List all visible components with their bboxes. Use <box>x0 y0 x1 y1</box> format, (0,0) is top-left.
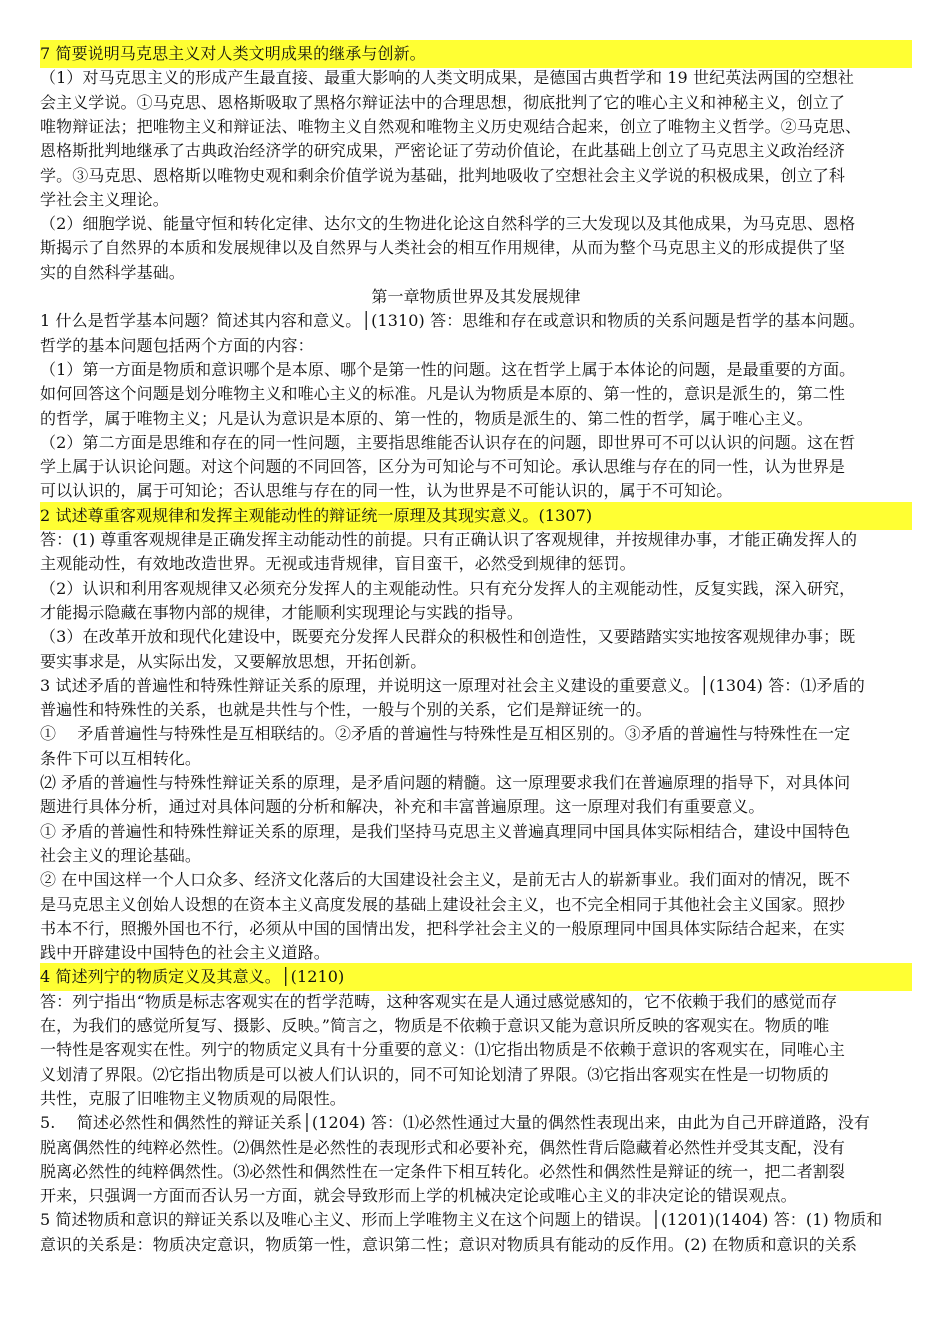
text-line: 3 试述矛盾的普遍性和特殊性辩证关系的原理，并说明这一原理对社会主义建设的重要意义。│(1304) 答：⑴矛盾的 <box>40 675 865 695</box>
text-line: （1）对马克思主义的形成产生最直接、最重大影响的人类文明成果，是德国古典哲学和 19 世纪英法两国的空想社 <box>40 68 855 88</box>
text-line: 开来，只强调一方面而否认另一方面，就会导致形而上学的机械决定论或唯心主义的非决定论的错误观点。 <box>40 1186 797 1206</box>
text-line: 共性，克服了旧唯物主义物质观的局限性。 <box>40 1088 346 1108</box>
text-line: （2）细胞学说、能量守恒和转化定律、达尔文的生物进化论这自然科学的三大发现以及其他成果，为马克思、恩格 <box>40 214 856 234</box>
text-line: 意识的关系是：物质决定意识，物质第一性，意识第二性；意识对物质具有能动的反作用。(2) 在物质和意识的关系 <box>40 1234 858 1254</box>
text-line: ① 矛盾的普遍性和特殊性辩证关系的原理，是我们坚持马克思主义普遍真理同中国具体实际相结合，建设中国特色 <box>40 821 851 841</box>
text-line: 可以认识的，属于可知论；否认思维与存在的同一性，认为世界是不可能认识的，属于不可知论。 <box>40 481 733 501</box>
text-line: 要实事求是，从实际出发，又要解放思想，开拓创新。 <box>40 651 427 671</box>
text-line: 是马克思主义创始人设想的在资本主义高度发展的基础上建设社会主义，也不完全相同于其他社会主义国家。照抄 <box>40 894 846 914</box>
text-line: ② 在中国这样一个人口众多、经济文化落后的大国建设社会主义，是前无古人的崭新事业。我们面对的情况，既不 <box>40 870 851 890</box>
text-line: 斯揭示了自然界的本质和发展规律以及自然界与人类社会的相互作用规律，从而为整个马克思主义的形成提供了坚 <box>40 238 846 258</box>
text-line: 践中开辟建设中国特色的社会主义道路。 <box>40 943 330 963</box>
text-line: 一特性是客观实在性。列宁的物质定义具有十分重要的意义：⑴它指出物质是不依赖于意识的客观实在，同唯心主 <box>40 1040 846 1060</box>
question-heading: 7 简要说明马克思主义对人类文明成果的继承与创新。 <box>40 40 912 68</box>
text-line: 普遍性和特殊性的关系，也就是共性与个性，一般与个别的关系，它们是辩证统一的。 <box>40 700 652 720</box>
text-line: 5. 简述必然性和偶然性的辩证关系│(1204) 答：⑴必然性通过大量的偶然性表现出来，由此为自己开辟道路，没有 <box>40 1113 870 1133</box>
text-line: 主观能动性，有效地改造世界。无视或违背规律，盲目蛮干，必然受到规律的惩罚。 <box>40 554 636 574</box>
text-line: 5 简述物质和意识的辩证关系以及唯心主义、形而上学唯物主义在这个问题上的错误。│(1201)(1404) 答：(1) 物质和 <box>40 1210 883 1230</box>
text-line: 条件下可以互相转化。 <box>40 748 202 768</box>
text-line: 学社会主义理论。 <box>40 189 169 209</box>
text-line: （2）认识和利用客观规律又必须充分发挥人的主观能动性。只有充分发挥人的主观能动性，反复实践，深入研究， <box>40 578 856 598</box>
text-line: 1 什么是哲学基本问题？简述其内容和意义。│(1310) 答：思维和存在或意识和物质的关系问题是哲学的基本问题。 <box>40 311 865 331</box>
text-line: 在，为我们的感觉所复写、摄影、反映。”简言之，物质是不依赖于意识又能为意识所反映的客观实在。物质的唯 <box>40 1016 830 1035</box>
chapter-title: 第一章物质世界及其发展规律 <box>371 287 581 306</box>
text-line: ⑵ 矛盾的普遍性与特殊性辩证关系的原理，是矛盾问题的精髓。这一原理要求我们在普遍原理的指导下，对具体问 <box>40 773 851 792</box>
text-line: （1）第一方面是物质和意识哪个是本原、哪个是第一性的问题。这在哲学上属于本体论的问题，是最重要的方面。 <box>40 359 856 379</box>
text-line: 恩格斯批判地继承了古典政治经济学的研究成果，严密论证了劳动价值论，在此基础上创立了马克思主义政治经济 <box>40 141 846 161</box>
text-line: 实的自然科学基础。 <box>40 262 185 282</box>
text-line: 哲学的基本问题包括两个方面的内容： <box>40 335 314 355</box>
text-line: 社会主义的理论基础。 <box>40 845 202 865</box>
text-line: 唯物辩证法；把唯物主义和辩证法、唯物主义自然观和唯物主义历史观结合起来，创立了唯物主义哲学。②马克思、 <box>40 116 862 136</box>
text-line: 答：列宁指出“物质是标志客观实在的哲学范畴，这种客观实在是人通过感觉感知的，它不依赖于我们的感觉而存 <box>40 991 838 1011</box>
question-heading: 4 简述列宁的物质定义及其意义。│(1210) <box>40 963 912 991</box>
text-line: 如何回答这个问题是划分唯物主义和唯心主义的标准。凡是认为物质是本原的、第一性的，意识是派生的，第二性 <box>40 384 846 404</box>
text-line: 脱离偶然性的纯粹必然性。⑵偶然性是必然性的表现形式和必要补充，偶然性背后隐藏着必然性并受其支配，没有 <box>40 1137 846 1157</box>
text-line: 题进行具体分析，通过对具体问题的分析和解决，补充和丰富普遍原理。这一原理对我们有重要意义。 <box>40 797 765 817</box>
text-line: 学上属于认识论问题。对这个问题的不同回答，区分为可知论与不可知论。承认思维与存在的同一性，认为世界是 <box>40 457 846 477</box>
text-line: ① 矛盾普遍性与特殊性是互相联结的。②矛盾的普遍性与特殊性是互相区别的。③矛盾的普遍性与特殊性在一定 <box>40 724 851 744</box>
text-line: （3）在改革开放和现代化建设中，既要充分发挥人民群众的积极性和创造性，又要踏踏实实地按客观规律办事；既 <box>40 627 856 647</box>
text-line: 脱离必然性的纯粹偶然性。⑶必然性和偶然性在一定条件下相互转化。必然性和偶然性是辩证的统一，把二者割裂 <box>40 1161 846 1181</box>
text-line: 学。③马克思、恩格斯以唯物史观和剩余价值学说为基础，批判地吸收了空想社会主义学说的积极成果，创立了科 <box>40 165 846 185</box>
text-line: 会主义学说。①马克思、恩格斯吸取了黑格尔辩证法中的合理思想，彻底批判了它的唯心主义和神秘主义，创立了 <box>40 92 846 112</box>
text-line: 义划清了界限。⑵它指出物质是可以被人们认识的，同不可知论划清了界限。⑶它指出客观实在性是一切物质的 <box>40 1064 829 1084</box>
question-heading: 2 试述尊重客观规律和发挥主观能动性的辩证统一原理及其现实意义。(1307) <box>40 502 912 530</box>
text-line: （2）第二方面是思维和存在的同一性问题，主要指思维能否认识存在的问题，即世界可不可以认识的问题。这在哲 <box>40 432 856 452</box>
text-line: 书本不行，照搬外国也不行，必须从中国的国情出发，把科学社会主义的一般原理同中国具体实际结合起来，在实 <box>40 918 846 938</box>
text-line: 才能揭示隐藏在事物内部的规律，才能顺利实现理论与实践的指导。 <box>40 602 524 622</box>
text-line: 答：(1) 尊重客观规律是正确发挥主动能动性的前提。只有正确认识了客观规律，并按规律办事，才能正确发挥人的 <box>40 530 858 549</box>
text-line: 的哲学，属于唯物主义；凡是认为意识是本原的、第一性的，物质是派生的、第二性的哲学，属于唯心主义。 <box>40 408 813 428</box>
